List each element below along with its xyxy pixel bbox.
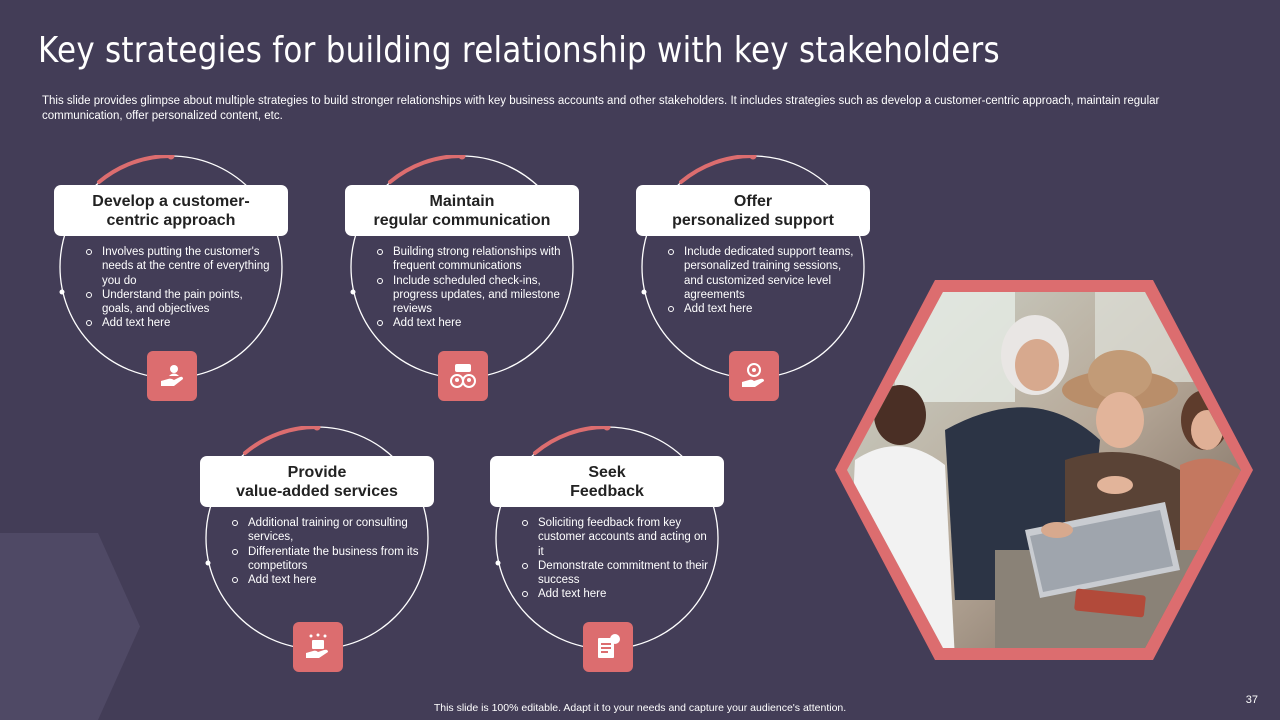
bullet-item: Soliciting feedback from key customer accounts and acting on it — [520, 516, 710, 559]
strategy-bullets — [666, 245, 856, 316]
bullet-item: Differentiate the business from its competitors — [230, 545, 420, 574]
strategy-title: Provide value-added services — [200, 456, 434, 507]
people-chat-icon — [438, 351, 488, 401]
bullet-item: Add text here — [520, 587, 710, 601]
hand-heart-icon — [147, 351, 197, 401]
decorative-hexagon — [0, 533, 140, 720]
feedback-form-icon — [583, 622, 633, 672]
bullet-item: Involves putting the customer's needs at the centre of everything you do — [84, 245, 274, 288]
strategy-title: Offer personalized support — [636, 185, 870, 236]
bullet-item: Include scheduled check-ins, progress updates, and milestone reviews — [375, 274, 565, 317]
bullet-item: Add text here — [666, 302, 856, 316]
strategy-card-feedback — [490, 426, 730, 686]
strategy-bullets — [520, 516, 710, 602]
slide-title: Key strategies for building relationship with key stakeholders — [38, 30, 1000, 71]
strategy-card-value-added — [200, 426, 440, 686]
page-number: 37 — [1245, 694, 1258, 706]
strategy-card-customer-centric — [54, 155, 294, 415]
strategy-bullets — [230, 516, 420, 587]
hand-stars-icon — [293, 622, 343, 672]
bullet-item: Include dedicated support teams, personalized training sessions, and customized service level agreements — [666, 245, 856, 302]
bullet-item: Building strong relationships with frequent communications — [375, 245, 565, 274]
team-photo — [835, 280, 1253, 660]
bullet-item: Add text here — [84, 316, 274, 330]
bullet-item: Additional training or consulting services, — [230, 516, 420, 545]
bullet-item: Add text here — [230, 573, 420, 587]
strategy-bullets — [375, 245, 565, 331]
bullet-item: Add text here — [375, 316, 565, 330]
strategy-card-communication — [345, 155, 585, 415]
strategy-bullets — [84, 245, 274, 331]
strategy-title: Seek Feedback — [490, 456, 724, 507]
hand-support-icon — [729, 351, 779, 401]
slide-subtitle: This slide provides glimpse about multiple strategies to build stronger relationships with key business accounts and other stakeholders. It includes strategies such as develop a customer-centric approach, maintain regular communication, offer personalized content, etc. — [42, 95, 1160, 122]
strategy-title: Maintain regular communication — [345, 185, 579, 236]
slide-footer: This slide is 100% editable. Adapt it to your needs and capture your audience's attention. — [433, 702, 847, 714]
bullet-item: Understand the pain points, goals, and objectives — [84, 288, 274, 317]
bullet-item: Demonstrate commitment to their success — [520, 559, 710, 588]
strategy-title: Develop a customer- centric approach — [54, 185, 288, 236]
